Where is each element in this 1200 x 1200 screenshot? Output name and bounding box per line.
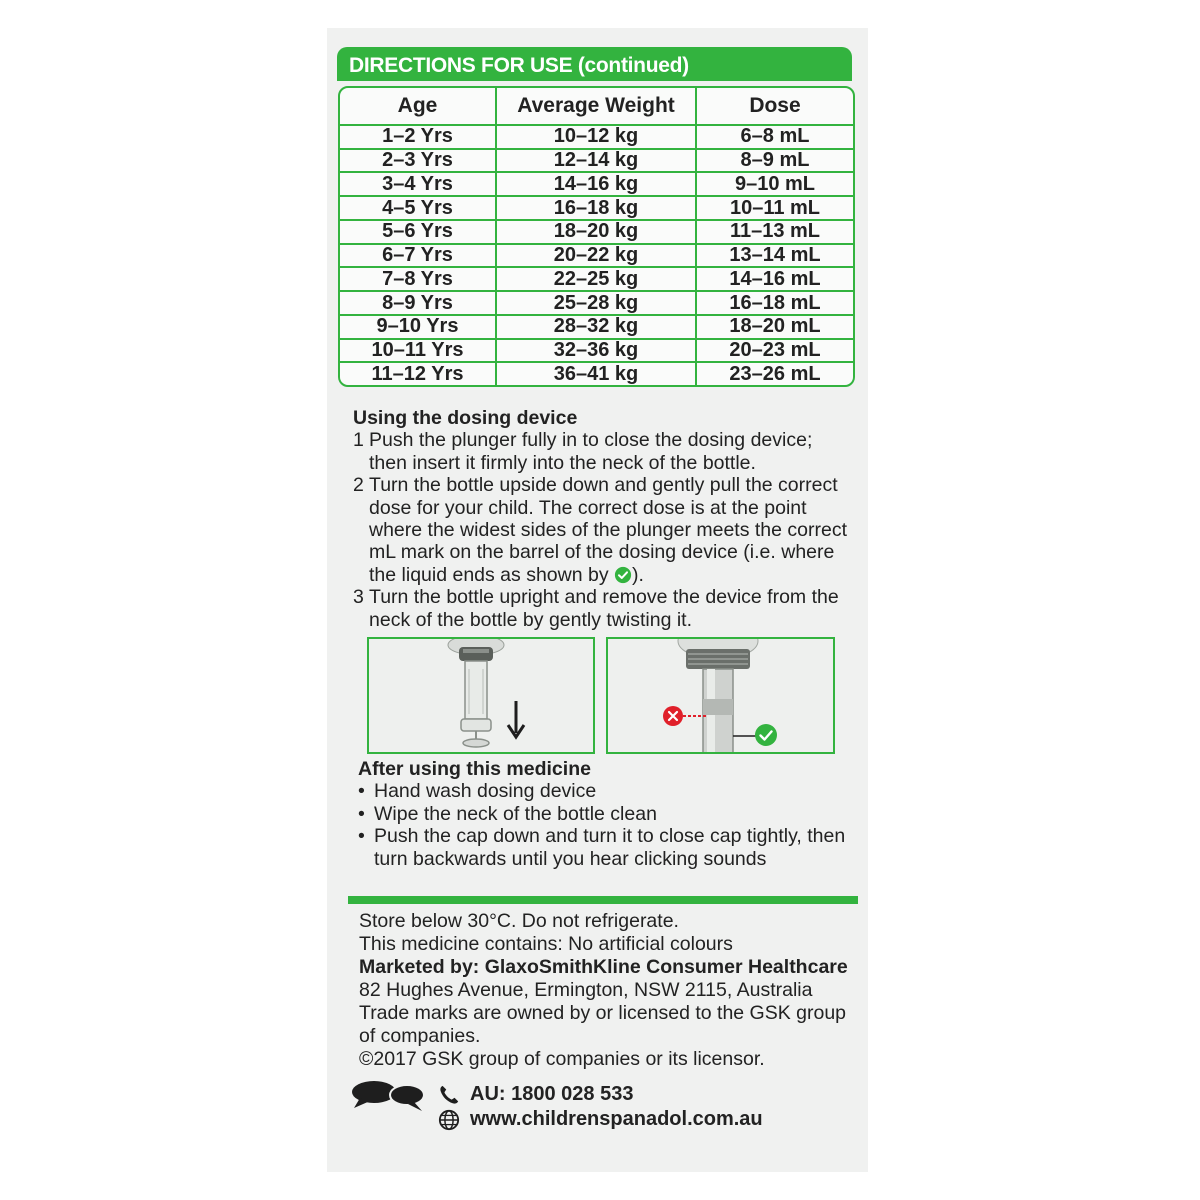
illustration-plunger-pull [367, 637, 595, 754]
website-link[interactable]: www.childrenspanadol.com.au [470, 1108, 763, 1130]
storage-text: Store below 30°C. Do not refrigerate. [359, 910, 679, 932]
dose-cell: 8–9 mL [696, 149, 853, 173]
table-header-row [340, 88, 853, 125]
phone-number[interactable]: AU: 1800 028 533 [470, 1083, 634, 1105]
table-row [340, 339, 853, 363]
weight-cell: 10–12 kg [496, 125, 696, 149]
dosing-step-2 [353, 474, 853, 586]
dose-cell: 18–20 mL [696, 315, 853, 339]
correct-dose-illustration [608, 639, 833, 752]
weight-cell: 12–14 kg [496, 149, 696, 173]
dose-cell: 6–8 mL [696, 125, 853, 149]
weight-cell: 28–32 kg [496, 315, 696, 339]
dosage-table [338, 86, 855, 387]
step-number: 1 [353, 429, 364, 452]
marketed-by-text: Marketed by: GlaxoSmithKline Consumer Healthcare [359, 956, 848, 978]
age-cell: 8–9 Yrs [340, 291, 496, 315]
weight-cell: 36–41 kg [496, 362, 696, 385]
dose-cell: 14–16 mL [696, 267, 853, 291]
table-row [340, 196, 853, 220]
dose-cell: 10–11 mL [696, 196, 853, 220]
trademark-text: Trade marks are owned by or licensed to the GSK group of companies. [359, 1002, 847, 1047]
table-row [340, 149, 853, 173]
address-text: 82 Hughes Avenue, Ermington, NSW 2115, Australia [359, 979, 813, 1001]
after-use-instructions [358, 758, 853, 870]
step-text: Push the plunger fully in to close the dosing device; then insert it firmly into the neck of the bottle. [369, 429, 813, 474]
weight-cell: 22–25 kg [496, 267, 696, 291]
age-cell: 5–6 Yrs [340, 220, 496, 244]
contains-text: This medicine contains: No artificial colours [359, 933, 733, 955]
step-number: 2 [353, 474, 364, 497]
dose-cell: 20–23 mL [696, 339, 853, 363]
product-info-footer [359, 910, 854, 1071]
weight-cell: 20–22 kg [496, 244, 696, 268]
phone-icon [438, 1084, 460, 1106]
weight-cell: 14–16 kg [496, 172, 696, 196]
green-divider [348, 896, 858, 904]
speech-bubbles-icon [352, 1080, 426, 1112]
age-cell: 9–10 Yrs [340, 315, 496, 339]
weight-cell: 18–20 kg [496, 220, 696, 244]
dose-cell: 23–26 mL [696, 362, 853, 385]
weight-cell: 32–36 kg [496, 339, 696, 363]
step-text-end: ). [632, 563, 644, 586]
age-cell: 1–2 Yrs [340, 125, 496, 149]
step-number: 3 [353, 586, 364, 609]
column-header-age: Age [340, 88, 496, 125]
dose-cell: 11–13 mL [696, 220, 853, 244]
column-header-weight: Average Weight [496, 88, 696, 125]
syringe-pull-illustration [369, 639, 593, 752]
after-use-heading: After using this medicine [358, 758, 591, 780]
bullet-text: Push the cap down and turn it to close cap tightly, then turn backwards until you hear clicking sounds [374, 825, 846, 870]
bullet-text: Hand wash dosing device [374, 780, 597, 803]
after-use-bullet [358, 780, 853, 802]
dose-cell: 16–18 mL [696, 291, 853, 315]
globe-icon [438, 1109, 460, 1131]
directions-header: DIRECTIONS FOR USE (continued) [337, 47, 852, 81]
table-row [340, 220, 853, 244]
weight-cell: 16–18 kg [496, 196, 696, 220]
table-row [340, 172, 853, 196]
dosing-heading: Using the dosing device [353, 407, 578, 429]
contact-block [352, 1080, 832, 1140]
dosing-step-1 [353, 429, 853, 474]
step-text: Turn the bottle upright and remove the device from the neck of the bottle by gently twisting it. [369, 586, 839, 631]
table-row [340, 125, 853, 149]
copyright-text: ©2017 GSK group of companies or its licensor. [359, 1048, 765, 1070]
phone-line [438, 1083, 633, 1106]
age-cell: 7–8 Yrs [340, 267, 496, 291]
age-cell: 10–11 Yrs [340, 339, 496, 363]
table-row [340, 362, 853, 385]
bullet-text: Wipe the neck of the bottle clean [374, 802, 657, 825]
after-use-bullet [358, 803, 853, 825]
table-row [340, 315, 853, 339]
dose-cell: 13–14 mL [696, 244, 853, 268]
bullet-icon: • [358, 825, 365, 848]
website-line [438, 1108, 763, 1131]
age-cell: 3–4 Yrs [340, 172, 496, 196]
table-row [340, 291, 853, 315]
dose-cell: 9–10 mL [696, 172, 853, 196]
age-cell: 11–12 Yrs [340, 362, 496, 385]
after-use-bullet [358, 825, 853, 870]
weight-cell: 25–28 kg [496, 291, 696, 315]
column-header-dose: Dose [696, 88, 853, 125]
step-text: Turn the bottle upside down and gently pull the correct dose for your child. The correct dose is at the point where the widest sides of the plunger meets the correct mL mark on the barrel of the dosing device (i.e. where the liquid ends as shown by [369, 474, 847, 586]
table-row [340, 267, 853, 291]
table-row [340, 244, 853, 268]
dosing-step-3 [353, 586, 853, 631]
dosing-instructions [353, 407, 853, 631]
check-circle-icon [614, 566, 632, 584]
age-cell: 2–3 Yrs [340, 149, 496, 173]
age-cell: 4–5 Yrs [340, 196, 496, 220]
illustration-correct-dose [606, 637, 835, 754]
age-cell: 6–7 Yrs [340, 244, 496, 268]
bullet-icon: • [358, 802, 365, 825]
bullet-icon: • [358, 780, 365, 803]
